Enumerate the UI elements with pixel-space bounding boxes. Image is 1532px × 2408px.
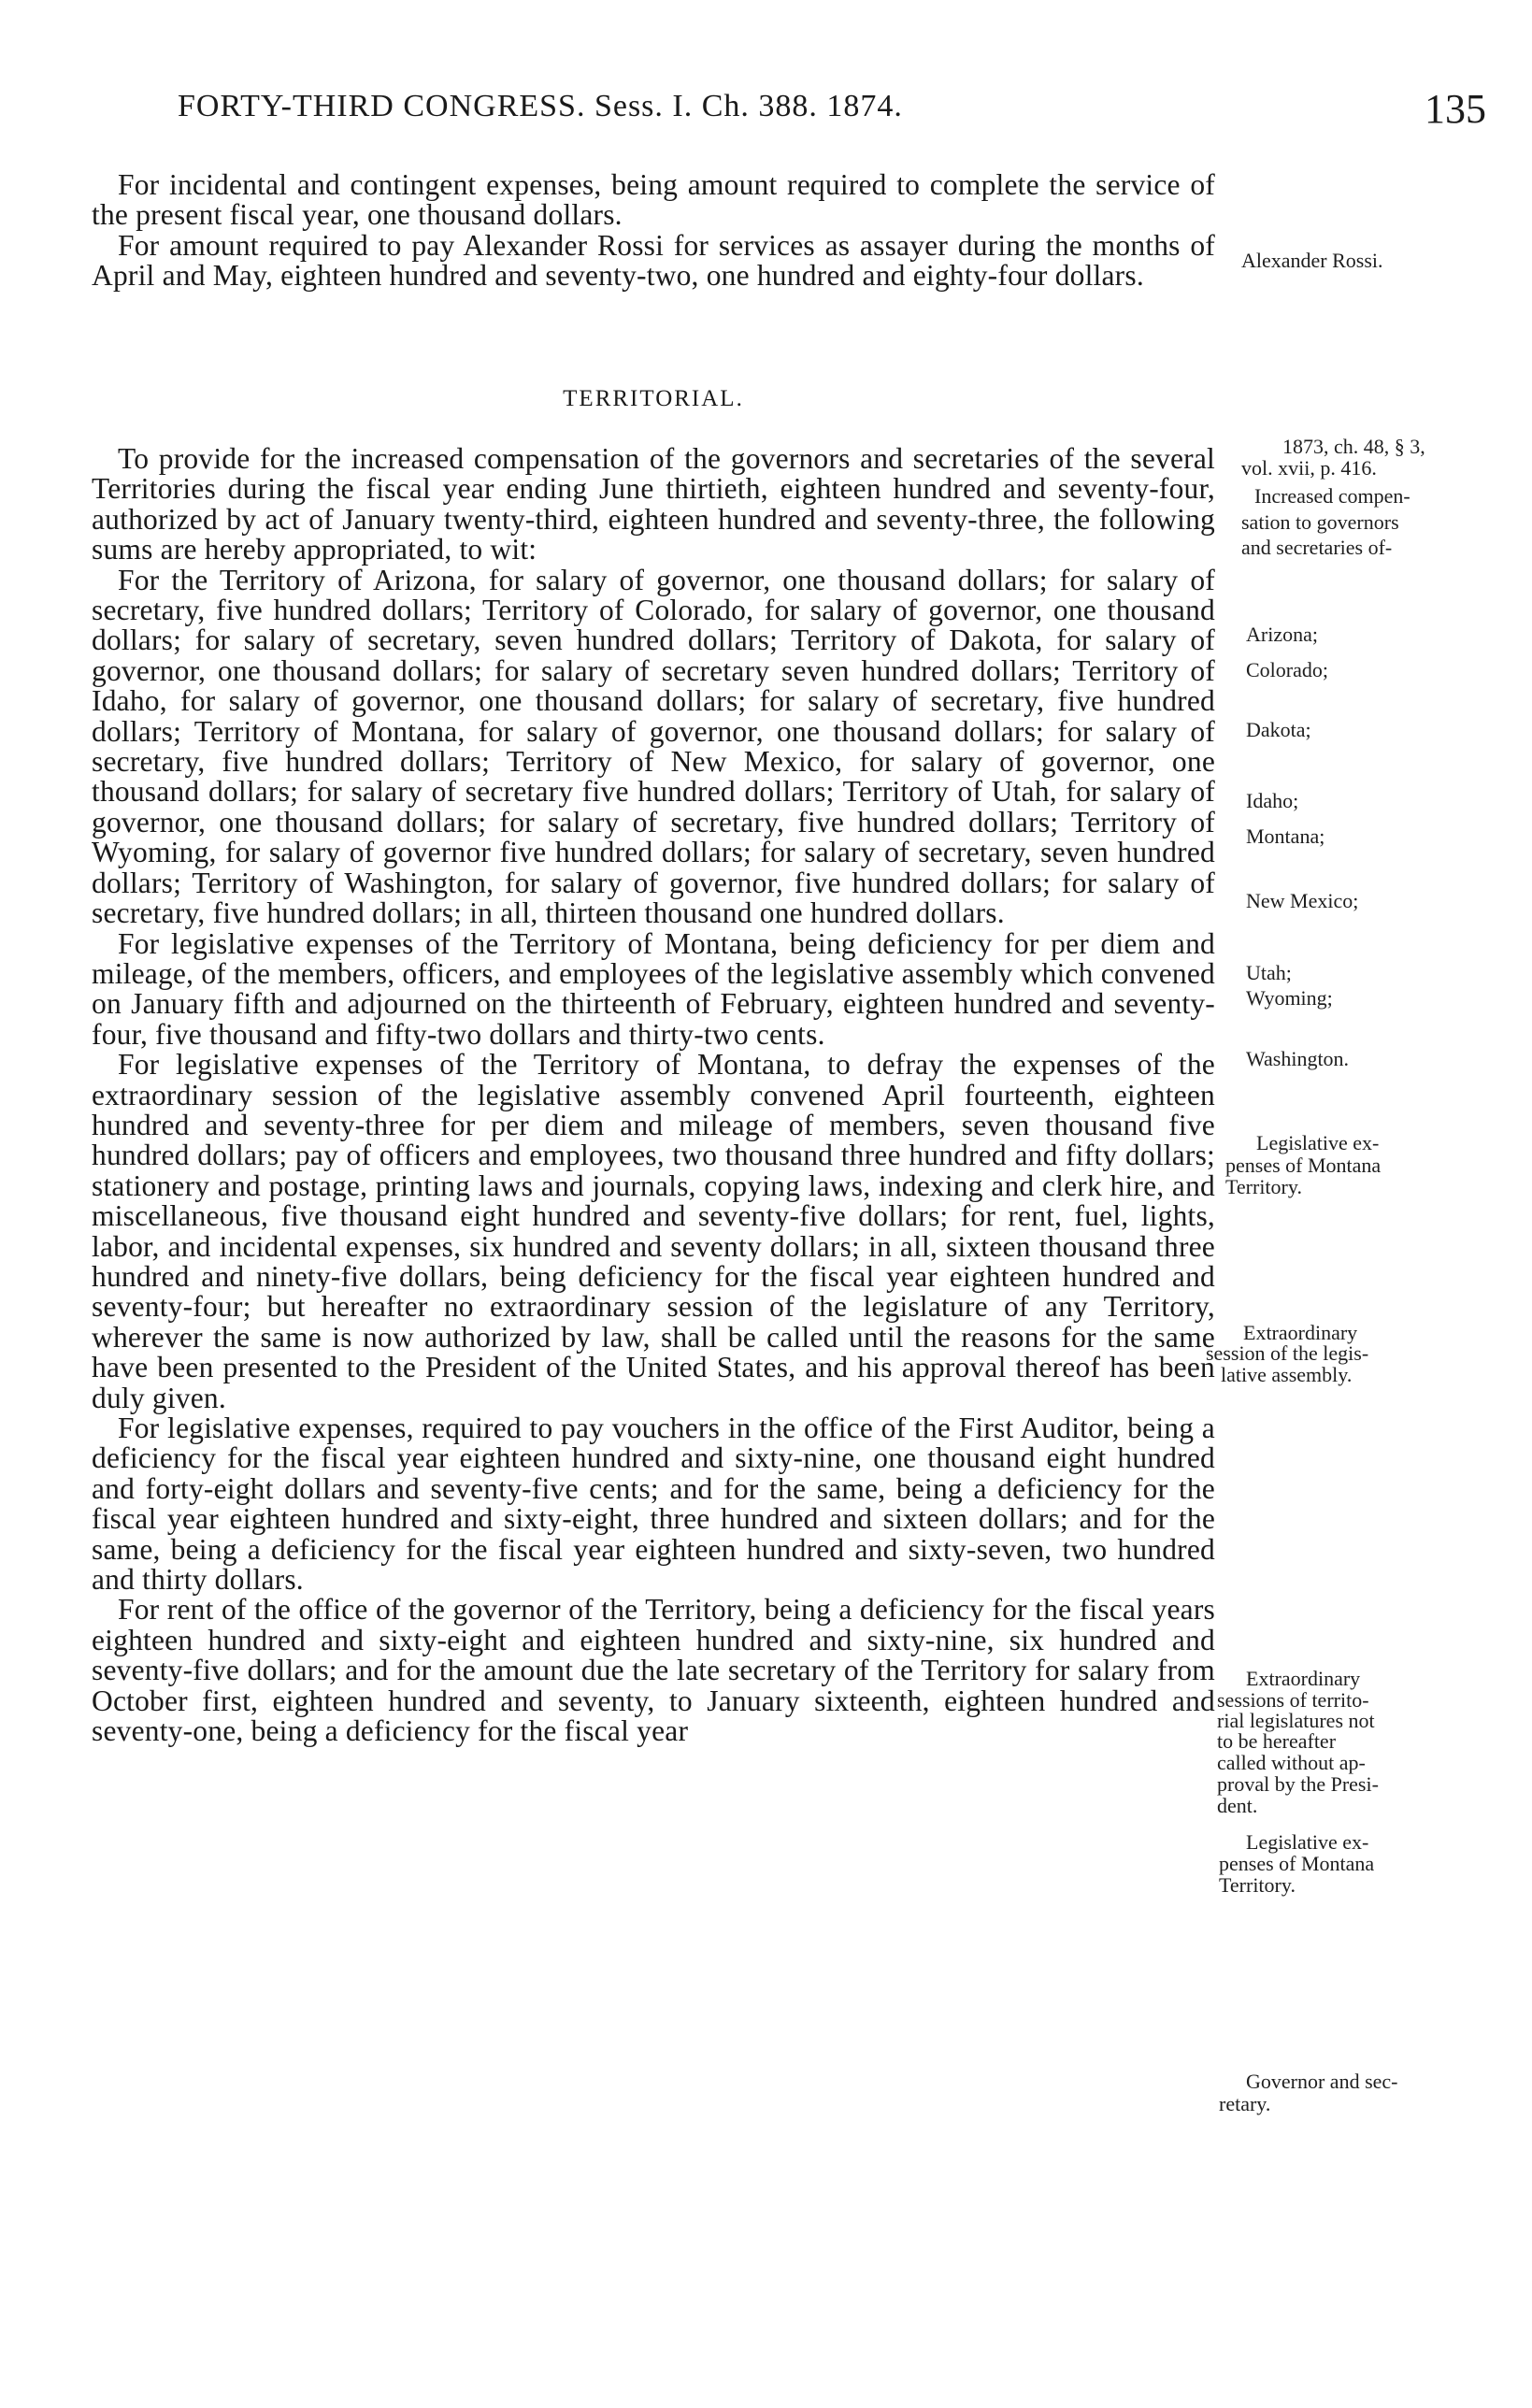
- margin-note-extra-sessions-6: proval by the Presi-: [1217, 1772, 1379, 1796]
- margin-note-extra-sessions-1: Extraordinary: [1246, 1667, 1361, 1690]
- main-text-block: [92, 444, 1215, 1746]
- paragraph-extraordinary-session: For legislative expenses of the Territory of Montana, to defray the expenses of the extraordinary session of the legislative assembly convened April fourteenth, eighteen hundred and seventy-three for per diem and mileage of members, seven thousand five hundred dollars; pay of officers and employees, two thousand three hundred and fifty dollars; stationery and postage, printing laws and journals, copying laws, indexing and clerk hire, and miscellaneous, five thousand eight hundred and seventy-five dollars; for rent, fuel, lights, labor, and incidental expenses, six hundred and seventy dollars; in all, sixteen thousand three hundred and ninety-five dollars, being deficiency for the fiscal year eighteen hundred and seventy-four; but hereafter no extraordinary session of the legislature of any Territory, wherever the same is now authorized by law, shall be called until the reasons for the same have been presented to the President of the United States, and his approval thereof has been duly given.: [92, 1048, 1215, 1414]
- margin-note-extra-sessions-2: sessions of territo-: [1217, 1688, 1369, 1712]
- margin-note-increased-1: Increased compen-: [1254, 484, 1410, 508]
- margin-note-arizona: Arizona;: [1246, 623, 1318, 646]
- margin-note-rossi: Alexander Rossi.: [1241, 249, 1383, 272]
- margin-note-legis-montana-1: Legislative ex-: [1256, 1131, 1380, 1154]
- margin-note-legis-montana-b-3: Territory.: [1219, 1873, 1296, 1897]
- margin-note-legis-montana-b-2: penses of Montana: [1219, 1852, 1375, 1875]
- margin-note-citation-1: 1873, ch. 48, § 3,: [1282, 435, 1425, 458]
- section-heading-territorial: TERRITORIAL.: [563, 386, 744, 411]
- margin-note-extra-session-1: Extraordinary: [1243, 1321, 1358, 1344]
- paragraph-vouchers: For legislative expenses, required to pay vouchers in the office of the First Auditor, being a deficiency for the fiscal year eighteen hundred and sixty-nine, one thousand eight hundred and forty-eight dollars and seventy-five cents; and for the same, being a deficiency for the fiscal year eighteen hundred and sixty-eight, three hundred and sixteen dollars; and for the same, being a deficiency for the fiscal year eighteen hundred and sixty-seven, two hundred and thirty dollars.: [92, 1412, 1215, 1597]
- running-head: FORTY-THIRD CONGRESS. Sess. I. Ch. 388. 1874.: [178, 89, 903, 123]
- margin-note-extra-sessions-4: to be hereafter: [1217, 1729, 1337, 1753]
- margin-note-increased-3: and secretaries of-: [1241, 536, 1393, 559]
- margin-note-montana: Montana;: [1246, 824, 1325, 848]
- paragraph-rossi: For amount required to pay Alexander Rossi for services as assayer during the months of April and May, eighteen hundred and seventy-two, one hundred and eighty-four dollars.: [92, 228, 1215, 293]
- margin-note-extra-sessions-5: called without ap-: [1217, 1751, 1366, 1774]
- margin-note-extra-session-3: lative assembly.: [1221, 1363, 1353, 1386]
- margin-note-extra-session-2: session of the legis-: [1206, 1341, 1369, 1365]
- margin-note-new-mexico: New Mexico;: [1246, 889, 1359, 912]
- margin-note-extra-sessions-7: dent.: [1217, 1794, 1258, 1817]
- paragraph-incidental: For incidental and contingent expenses, being amount required to complete the service of the present fiscal year, one thousand dollars.: [92, 168, 1215, 232]
- margin-note-wyoming: Wyoming;: [1246, 986, 1333, 1010]
- paragraph-montana-deficiency: For legislative expenses of the Territory of Montana, being deficiency for per diem and mileage, of the members, officers, and employees of the legislative assembly which convened on January fifth and adjourned on the thirteenth of February, eighteen hundred and seventy-four, five thousand and fifty-two dollars and thirty-two cents.: [92, 926, 1215, 1051]
- margin-note-utah: Utah;: [1246, 961, 1292, 984]
- margin-note-legis-montana-3: Territory.: [1225, 1175, 1302, 1198]
- margin-note-legis-montana-b-1: Legislative ex-: [1246, 1830, 1369, 1854]
- margin-note-gov-sec-2: retary.: [1219, 2092, 1271, 2115]
- margin-note-gov-sec-1: Governor and sec-: [1246, 2070, 1398, 2093]
- page-number: 135: [1425, 86, 1486, 132]
- margin-note-washington: Washington.: [1246, 1047, 1350, 1070]
- paragraph-increased-compensation: To provide for the increased compensation of the governors and secretaries of the several Territories during the fiscal year ending June thirtieth, eighteen hundred and seventy-four, authorized by act of January twenty-third, eighteen hundred and seventy-three, the following sums are hereby appropriated, to wit:: [92, 442, 1215, 566]
- paragraph-territories: For the Territory of Arizona, for salary of governor, one thousand dollars; for salary of secretary, five hundred dollars; Territory of Colorado, for salary of governor, one thousand dollars; for salary of secretary, seven hundred dollars; Territory of Dakota, for salary of governor, one thousand dollars; for salary of secretary seven hundred dollars; Territory of Idaho, for salary of governor, one thousand dollars; for salary of secretary, five hundred dollars; Territory of Montana, for salary of governor, one thousand dollars; for salary of secretary, five hundred dollars; Territory of New Mexico, for salary of governor, one thousand dollars; for salary of secretary five hundred dollars; Territory of Utah, for salary of governor, one thousand dollars; for salary of secretary, five hundred dollars; Territory of Wyoming, for salary of governor five hundred dollars; for salary of secretary, seven hundred dollars; Territory of Washington, for salary of governor, five hundred dollars; for salary of secretary, five hundred dollars; in all, thirteen thousand one hundred dollars.: [92, 563, 1215, 930]
- margin-note-idaho: Idaho;: [1246, 789, 1299, 812]
- margin-note-colorado: Colorado;: [1246, 658, 1328, 681]
- paragraph-rent: For rent of the office of the governor of the Territory, being a deficiency for the fiscal years eighteen hundred and sixty-eight and eighteen hundred and sixty-nine, six hundred and seventy-five dollars; and for the amount due the late secretary of the Territory for salary from October first, eighteen hundred and seventy, to January sixteenth, eighteen hundred and seventy-one, being a deficiency for the fiscal year: [92, 1593, 1215, 1748]
- margin-note-extra-sessions-3: rial legislatures not: [1217, 1709, 1375, 1732]
- margin-note-increased-2: sation to governors: [1241, 510, 1399, 534]
- margin-note-citation-2: vol. xvii, p. 416.: [1241, 456, 1377, 480]
- paragraph-incidental-block: [92, 170, 1215, 292]
- margin-note-legis-montana-2: penses of Montana: [1225, 1154, 1382, 1177]
- margin-note-dakota: Dakota;: [1246, 718, 1311, 741]
- page-header: [178, 86, 1486, 136]
